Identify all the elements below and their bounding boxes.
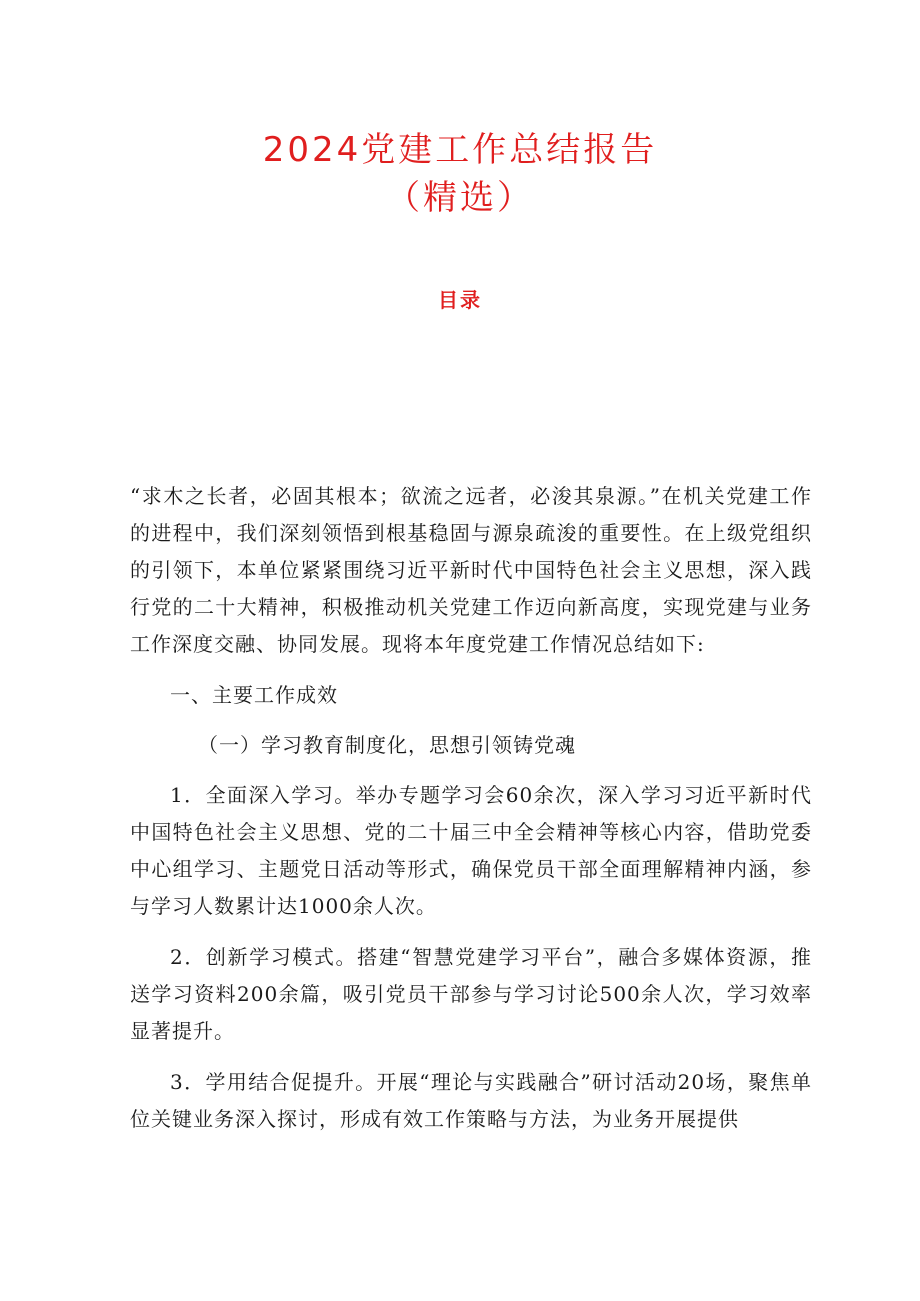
toc-heading: 目录 [438,288,482,312]
document-body [130,478,812,1138]
list-item: 1．全面深入学习。举办专题学习会60余次，深入学习习近平新时代中国特色社会主义思想、党的二十届三中全会精神等核心内容，借助党委中心组学习、主题党日活动等形式，确保党员干部全面理解精神内涵，参与学习人数累计达1000余人次。 [130,783,812,918]
section-heading: 一、主要工作成效 [170,683,338,707]
list-item: 2．创新学习模式。搭建“智慧党建学习平台”，融合多媒体资源，推送学习资料200余篇，吸引党员干部参与学习讨论500余人次，学习效率显著提升。 [130,945,812,1043]
subsection-heading: （一）学习教育制度化，思想引领铸党魂 [198,733,576,757]
intro-paragraph: “求木之长者，必固其根本；欲流之远者，必浚其泉源。”在机关党建工作的进程中，我们深刻领悟到根基稳固与源泉疏浚的重要性。在上级党组织的引领下，本单位紧紧围绕习近平新时代中国特色社会主义思想，深入践行党的二十大精神，积极推动机关党建工作迈向新高度，实现党建与业务工作深度交融、协同发展。现将本年度党建工作情况总结如下: [130,484,812,656]
list-item: 3．学用结合促提升。开展“理论与实践融合”研讨活动20场，聚焦单位关键业务深入探讨，形成有效工作策略与方法，为业务开展提供 [130,1070,812,1131]
document-subtitle: （精选） [386,178,534,218]
document-title: 2024党建工作总结报告 [262,130,658,170]
